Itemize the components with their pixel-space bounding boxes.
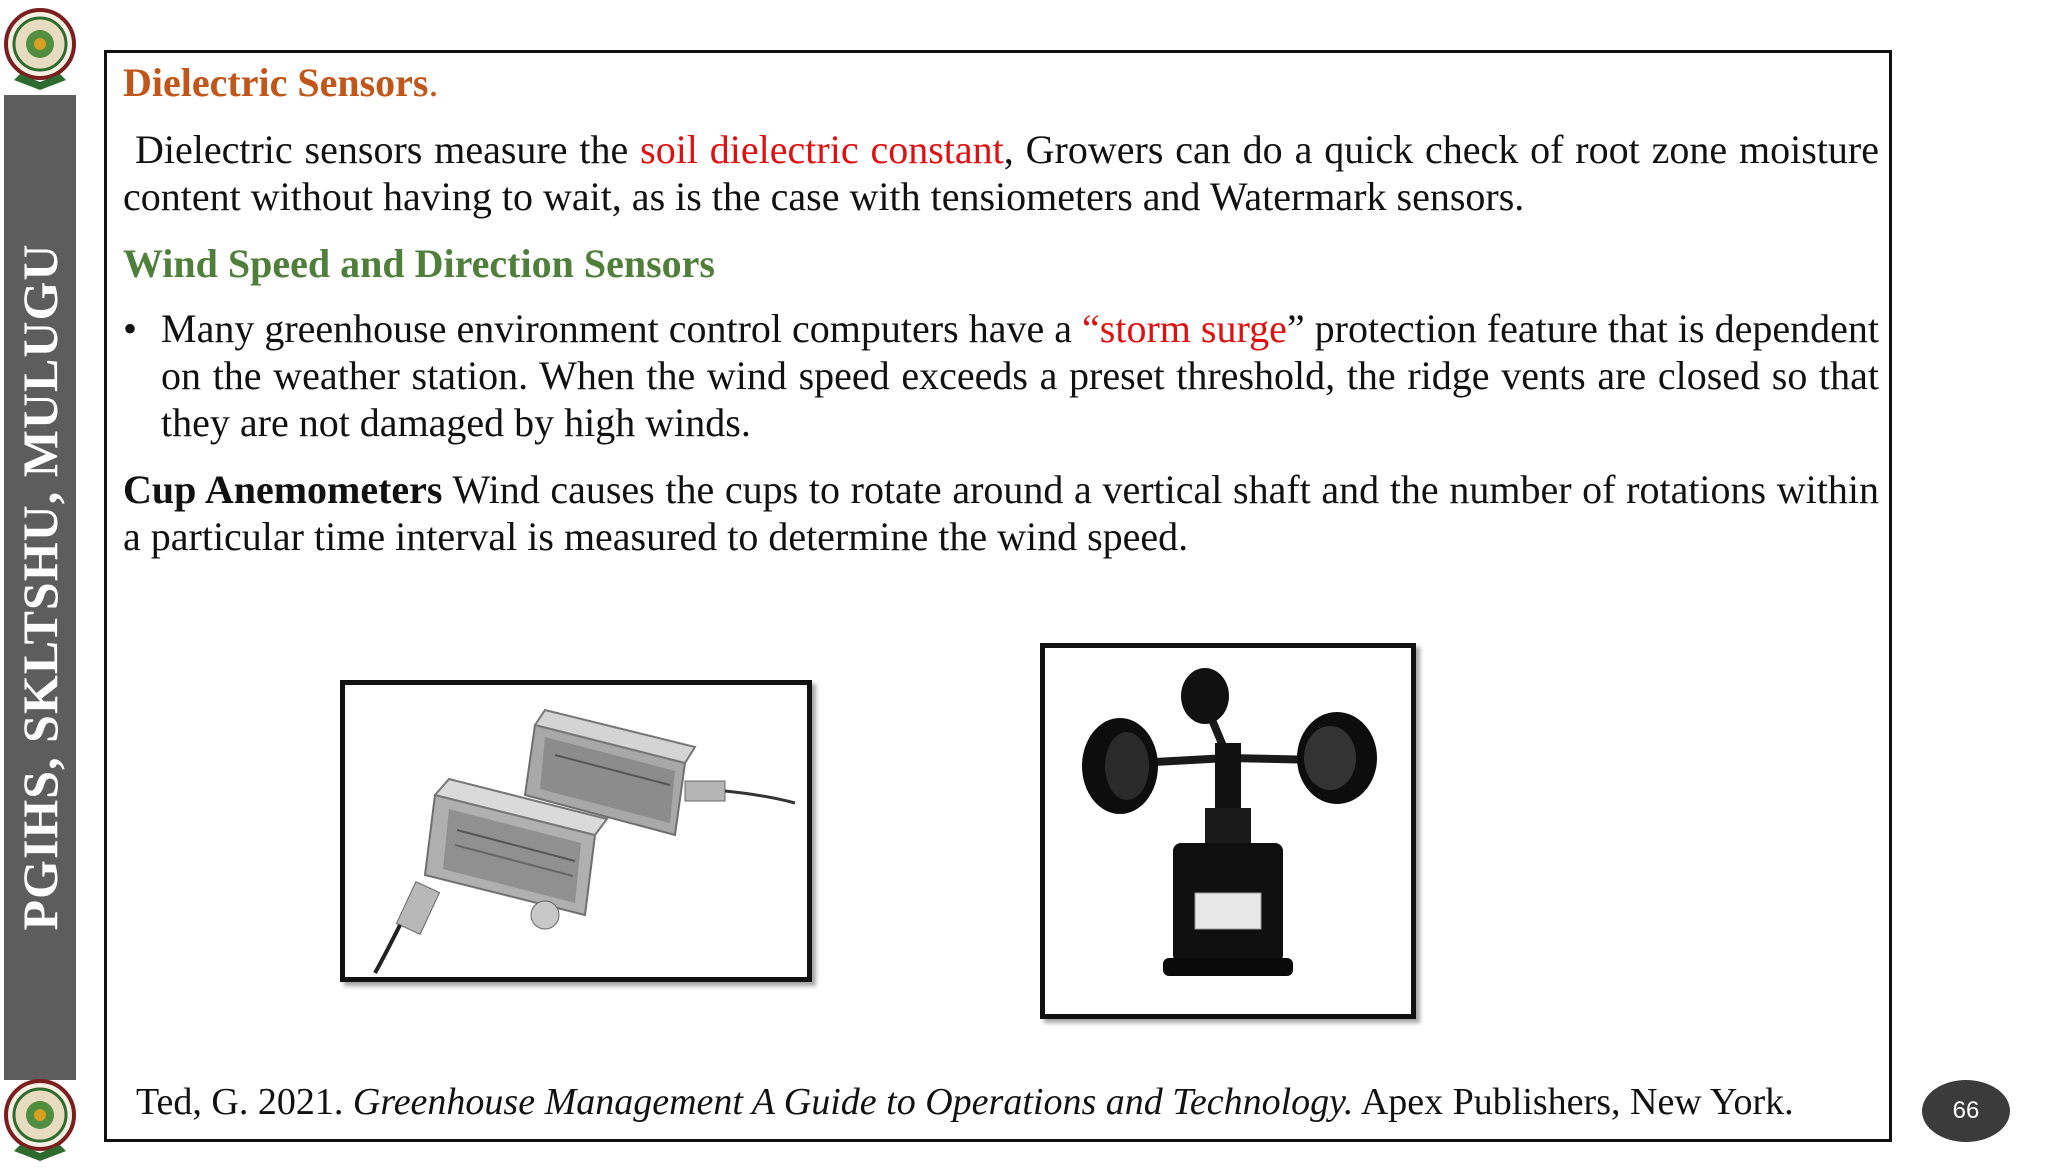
dielectric-paragraph [123, 126, 1879, 220]
citation-title: Greenhouse Management A Guide to Operations and Technology. [352, 1081, 1354, 1123]
citation [136, 1080, 1876, 1124]
dielectric-sensor-image [340, 680, 812, 982]
sidebar-banner-text: PGIHS, SKLTSHU, MULUGU [12, 243, 68, 931]
slide-text [123, 59, 1879, 560]
citation-publisher: Apex Publishers, New York. [1353, 1081, 1794, 1123]
wind-bullet-before: Many greenhouse environment control computers have a [161, 306, 1083, 351]
dielectric-text-after: , Growers can do a quick check of root zone moisture content without having to wait, as is the case with tensiometers and Watermark sensors. [123, 127, 1879, 219]
wind-bullet-text [161, 305, 1879, 446]
bullet-icon: • [123, 306, 138, 351]
dielectric-heading [123, 59, 1879, 106]
dielectric-text-before: Dielectric sensors measure the [135, 127, 641, 172]
cup-anemometer-paragraph [123, 466, 1879, 560]
dielectric-highlight: soil dielectric constant [640, 127, 1004, 172]
cup-anemometer-text: Wind causes the cups to rotate around a vertical shaft and the number of rotations within a particular time interval is measured to determine the wind speed. [123, 467, 1879, 559]
university-logo-icon [4, 4, 76, 92]
wind-bullet-after: ” protection feature that is dependent on the weather station. When the wind speed exceeds a preset threshold, the ridge vents are closed so that they are not damaged by high winds. [161, 306, 1879, 445]
cup-anemometer-term: Cup Anemometers [123, 467, 443, 512]
wind-heading: Wind Speed and Direction Sensors [123, 241, 715, 286]
cup-anemometer-image [1040, 643, 1416, 1019]
dielectric-heading-period: . [428, 60, 439, 105]
anemometer-photo-icon [1045, 648, 1411, 1014]
dielectric-heading-text: Dielectric Sensors [123, 60, 429, 105]
wind-bullet [123, 305, 1879, 446]
page-number-badge: 66 [1922, 1080, 2010, 1142]
sensor-photo-icon [345, 685, 807, 977]
sidebar [0, 0, 80, 1152]
university-logo-icon [4, 1075, 76, 1163]
wind-bullet-highlight: “storm surge [1082, 306, 1287, 351]
citation-author: Ted, G. 2021. [136, 1081, 353, 1123]
